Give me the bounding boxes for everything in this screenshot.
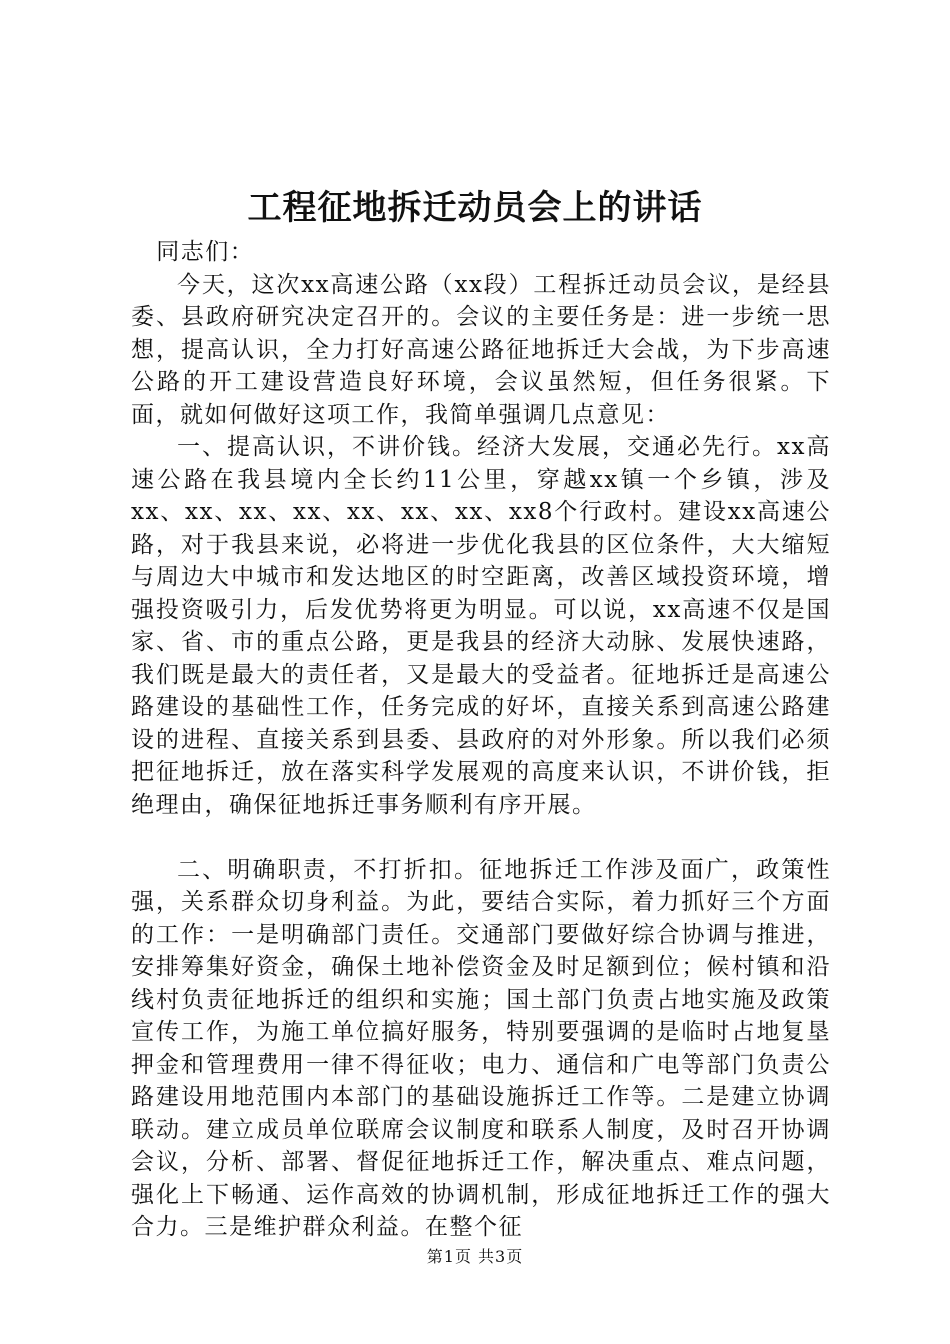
- document-title: 工程征地拆迁动员会上的讲话: [247, 188, 703, 228]
- paragraph-section-one: 一、提高认识，不讲价钱。经济大发展，交通必先行。xx高速公路在我县境内全长约11公里，穿越xx镇一个乡镇，涉及xx、xx、xx、xx、xx、xx、xx、xx8个行政村。建设xx高速公路，对于我县来说，必将进一步优化我县的区位条件，大大缩短与周边大中城市和发达地区的时空距离，改善区域投资环境，增强投资吸引力，后发优势将更为明显。可以说，xx高速不仅是国家、省、市的重点公路，更是我县的经济大动脉、发展快速路，我们既是最大的责任者，又是最大的受益者。征地拆迁是高速公路建设的基础性工作，任务完成的好坏，直接关系到高速公路建设的进程、直接关系到县委、县政府的对外形象。所以我们必须把征地拆迁，放在落实科学发展观的高度来认识，不讲价钱，拒绝理由，确保征地拆迁事务顺利有序开展。: [131, 434, 831, 818]
- greeting-line: 同志们：: [156, 239, 255, 265]
- document-body: [131, 236, 831, 1244]
- paragraph-spacer: [131, 821, 831, 854]
- page-footer: 第1页 共3页: [426, 1247, 524, 1266]
- paragraph-section-two: 二、明确职责，不打折扣。征地拆迁工作涉及面广，政策性强，关系群众切身利益。为此，要结合实际，着力抓好三个方面的工作：一是明确部门责任。交通部门要做好综合协调与推进，安排筹集好资金，确保土地补偿资金及时足额到位；候村镇和沿线村负责征地拆迁的组织和实施；国土部门负责占地实施及政策宣传工作，为施工单位搞好服务，特别要强调的是临时占地复垦押金和管理费用一律不得征收；电力、通信和广电等部门负责公路建设用地范围内本部门的基础设施拆迁工作等。二是建立协调联动。建立成员单位联席会议制度和联系人制度，及时召开协调会议，分析、部署、督促征地拆迁工作，解决重点、难点问题，强化上下畅通、运作高效的协调机制，形成征地拆迁工作的强大合力。三是维护群众利益。在整个征: [131, 856, 831, 1240]
- paragraph-intro: 今天，这次xx高速公路（xx段）工程拆迁动员会议，是经县委、县政府研究决定召开的。会议的主要任务是：进一步统一思想，提高认识，全力打好高速公路征地拆迁大会战，为下步高速公路的开工建设营造良好环境，会议虽然短，但任务很紧。下面，就如何做好这项工作，我简单强调几点意见：: [131, 271, 831, 428]
